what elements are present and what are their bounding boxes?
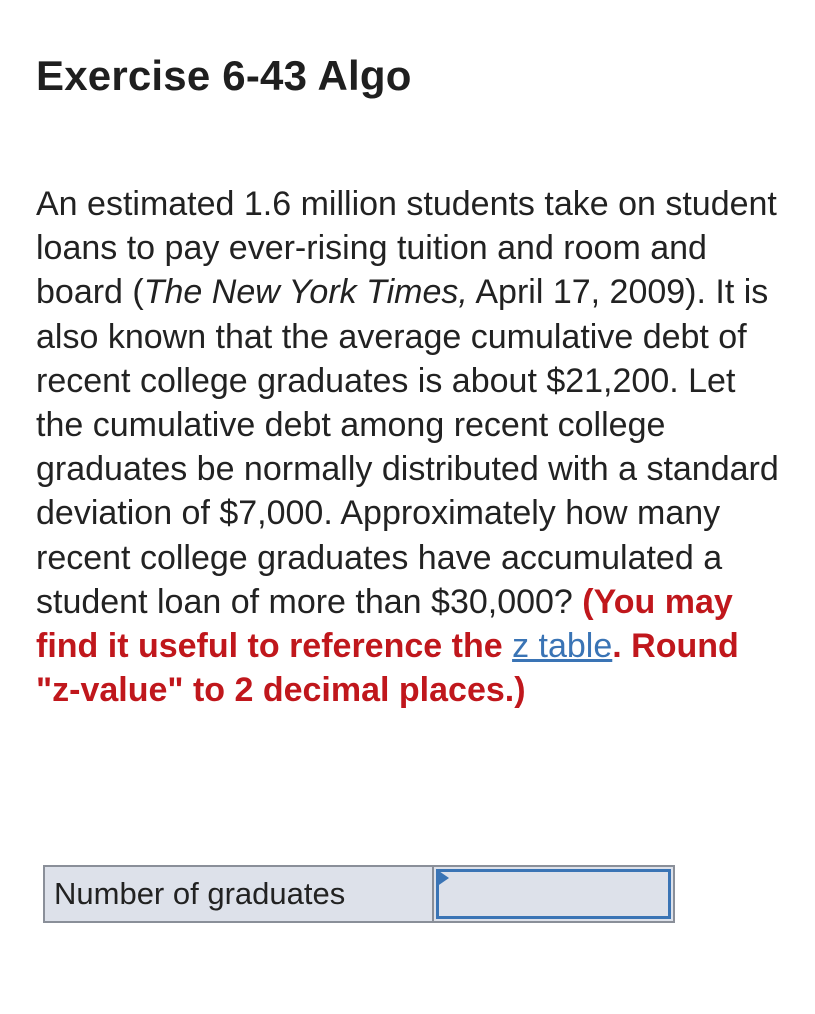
answer-table	[43, 865, 675, 923]
number-of-graduates-input[interactable]	[436, 869, 671, 919]
question-text	[36, 182, 786, 712]
question-text-part1: An estimated 1.6 million students take on student loans to pay ever-rising tuition and room and board (	[36, 185, 777, 312]
answer-label: Number of graduates	[43, 865, 432, 923]
instruction-part2: . Round "z-value" to 2 decimal places.)	[36, 627, 739, 710]
question-text-part2: April 17, 2009). It is also known that the average cumulative debt of recent college graduates is about $21,200. Let the cumulative debt among recent college graduates be normally distributed with a standard deviation of $7,000. Approximately how many recent college graduates have accumulated a student loan of more than $30,000?	[36, 273, 779, 621]
exercise-title: Exercise 6-43 Algo	[36, 52, 412, 99]
instruction-part1: (You may find it useful to reference the	[36, 582, 733, 666]
answer-cell	[432, 865, 675, 923]
z-table-link[interactable]: z table	[512, 627, 613, 666]
citation-italic: The New York Times,	[143, 273, 468, 312]
